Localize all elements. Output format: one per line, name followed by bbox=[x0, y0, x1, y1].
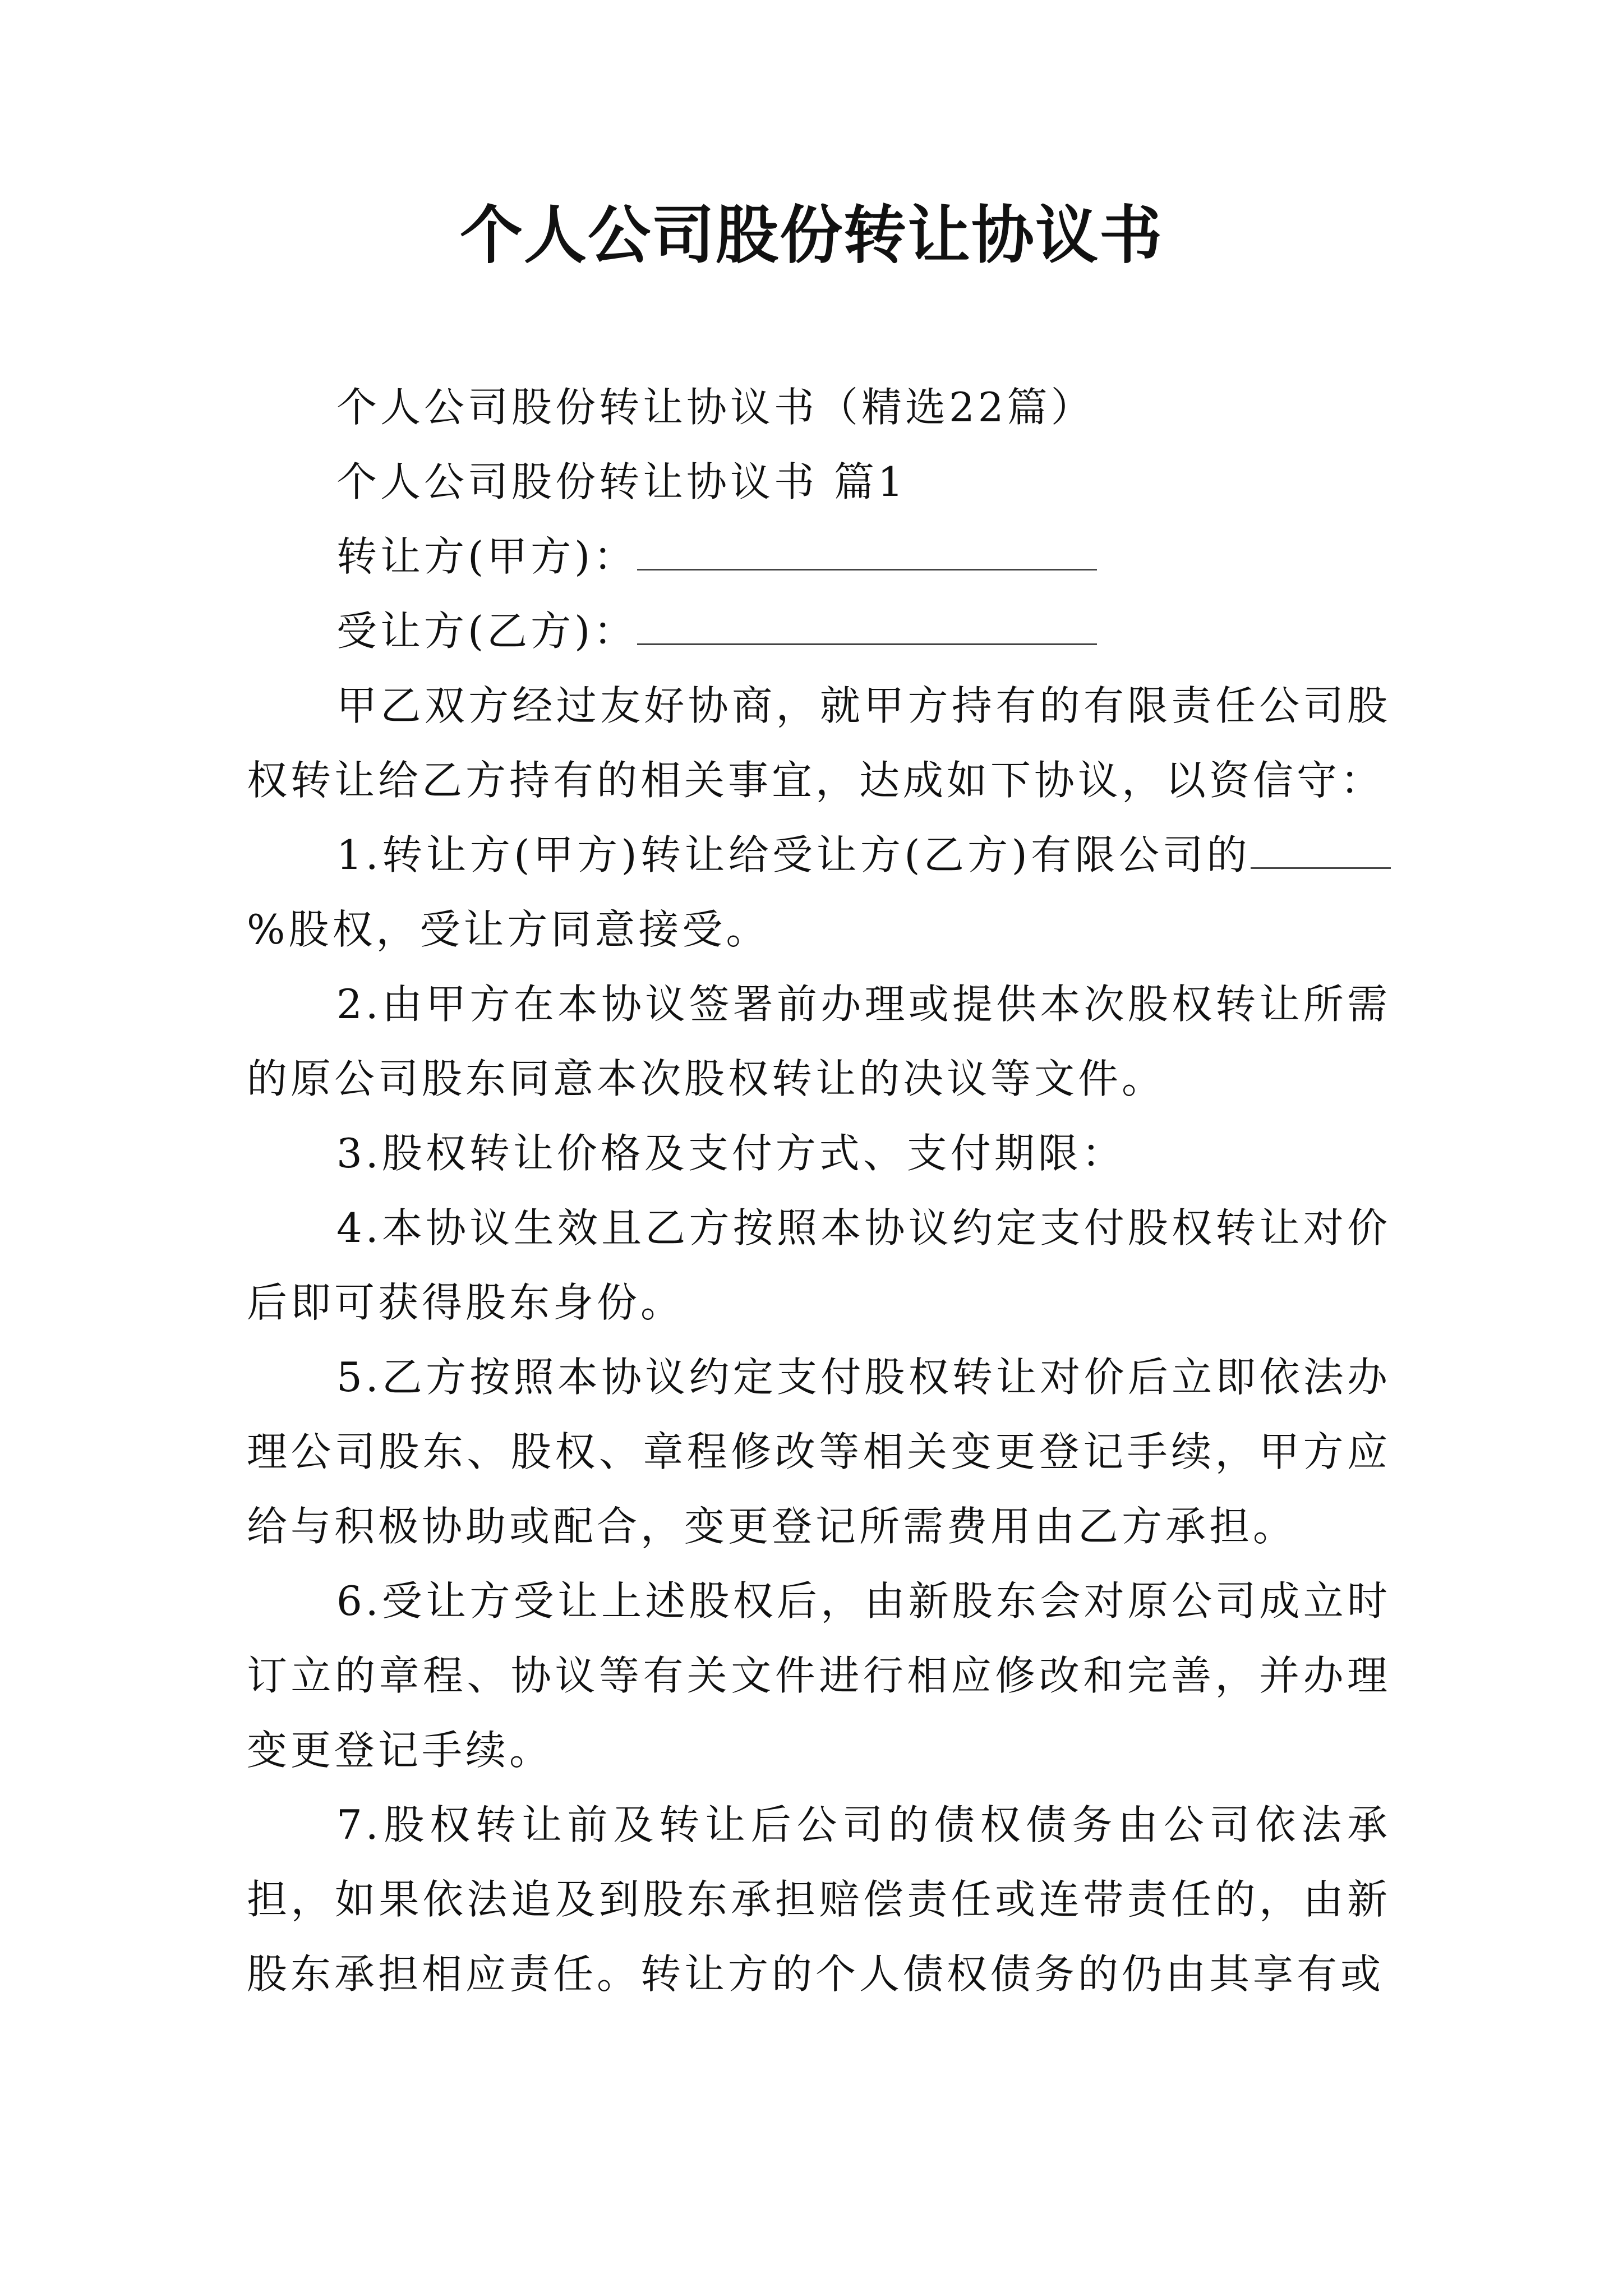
intro-paragraph: 甲乙双方经过友好协商，就甲方持有的有限责任公司股权转让给乙方持有的相关事宜，达成如下协议，以资信守： bbox=[247, 682, 1391, 804]
transferor-blank bbox=[637, 569, 1097, 570]
clause-4: 4.本协议生效且乙方按照本协议约定支付股权转让对价后即可获得股东身份。 bbox=[247, 1204, 1391, 1326]
clause-5: 5.乙方按照本协议约定支付股权转让对价后立即依法办理公司股东、股权、章程修改等相关变更登记手续，甲方应给与积极协助或配合，变更登记所需费用由乙方承担。 bbox=[247, 1354, 1391, 1550]
transferee-label: 受让方(乙方)： bbox=[336, 608, 638, 655]
percentage-blank bbox=[1251, 867, 1391, 869]
section-heading: 个人公司股份转让协议书 篇1 bbox=[336, 458, 907, 505]
clause-1 bbox=[247, 818, 1391, 967]
document-body bbox=[247, 370, 1391, 2012]
clause-2: 2.由甲方在本协议签署前办理或提供本次股权转让所需的原公司股东同意本次股权转让的决议等文件。 bbox=[247, 981, 1391, 1102]
clause-3: 3.股权转让价格及支付方式、支付期限： bbox=[336, 1130, 1126, 1177]
clause-1-text-after: %股权，受让方同意接受。 bbox=[247, 906, 770, 953]
transferor-line bbox=[247, 519, 1391, 594]
transferee-blank bbox=[637, 643, 1097, 645]
document-title: 个人公司股份转让协议书 bbox=[460, 199, 1163, 272]
transferor-label: 转让方(甲方)： bbox=[336, 533, 638, 580]
clause-6: 6.受让方受让上述股权后，由新股东会对原公司成立时订立的章程、协议等有关文件进行相应修改和完善，并办理变更登记手续。 bbox=[247, 1577, 1391, 1774]
transferee-line bbox=[247, 594, 1391, 669]
document-subtitle: 个人公司股份转让协议书（精选22篇） bbox=[336, 384, 1095, 431]
clause-1-text-before: 1.转让方(甲方)转让给受让方(乙方)有限公司的 bbox=[336, 831, 1251, 878]
clause-7: 7.股权转让前及转让后公司的债权债务由公司依法承担，如果依法追及到股东承担赔偿责任或连带责任的，由新股东承担相应责任。转让方的个人债权债务的仍由其享有或 bbox=[247, 1801, 1391, 1998]
